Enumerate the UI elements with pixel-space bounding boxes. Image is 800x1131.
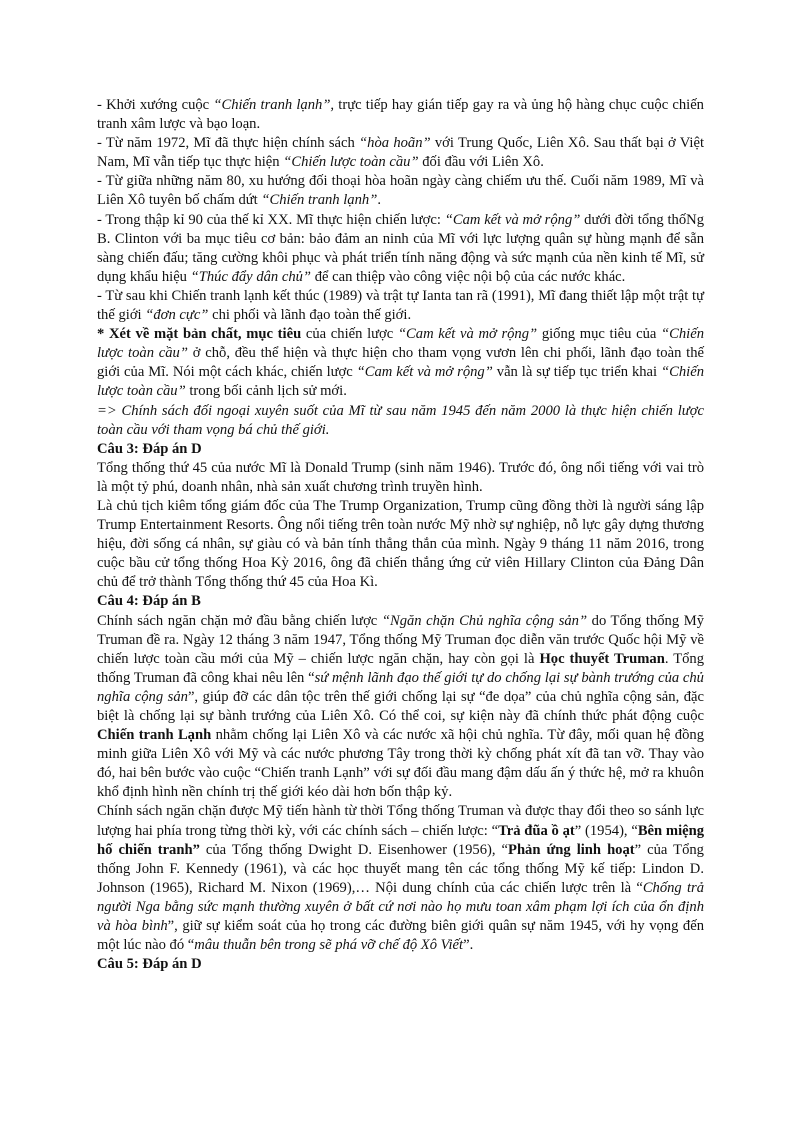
- italic-text: “Ngăn chặn Chủ nghĩa cộng sản”: [381, 612, 588, 629]
- text-run: .: [377, 192, 381, 209]
- text-run: ”.: [463, 937, 474, 954]
- text-paragraph: [97, 325, 704, 401]
- text-run: trong bối cảnh lịch sử mới.: [185, 383, 347, 400]
- text-paragraph: [97, 497, 704, 592]
- text-run: - Khởi xướng cuộc: [97, 97, 214, 113]
- question-heading: [97, 440, 704, 459]
- italic-text: “Cam kết và mở rộng”: [356, 364, 493, 381]
- text-run: để can thiệp vào công việc nội bộ của các nước khác.: [311, 268, 626, 285]
- question-heading: [97, 955, 704, 974]
- text-run: giống mục tiêu của: [537, 326, 662, 343]
- text-run: ở chỗ, đều thể hiện và thực hiện cho tham vọng vươn lên chi phối, lãnh đạo toàn thế giới của Mĩ. Nói một cách khác, chiến lược: [97, 345, 704, 381]
- bold-text: Chiến tranh Lạnh: [97, 727, 212, 744]
- text-run: nhằm chống lại Liên Xô và các nước xã hội chủ nghĩa. Từ đây, mối quan hệ đồng minh giữa Liên Xô với Mỹ và các nước phương Tây trong thời kỳ chống phát xít đã tan vỡ. Thay vào đó, hai bên bước vào cuộc “Chiến tranh Lạnh” với sự đối đầu mang đậm dấu ấn ý thức hệ, mở ra khuôn khổ định hình nền chính trị thế giới kéo dài hơn bốn thập kỷ.: [97, 727, 704, 801]
- italic-text: Chống trả người Nga bằng sức mạnh thường xuyên ở bất cứ nơi nào họ mưu toan xâm phạm lợi ích của ổn định và hòa bình: [97, 879, 704, 935]
- text-run: của Tổng thống Dwight D. Eisenhower (1956), “: [199, 841, 509, 858]
- question-heading: [97, 592, 704, 611]
- text-paragraph: [97, 459, 704, 497]
- text-paragraph: [97, 96, 704, 134]
- document-body: [97, 96, 704, 974]
- text-paragraph: [97, 211, 704, 287]
- text-paragraph: [97, 402, 704, 440]
- italic-text: sứ mệnh lãnh đạo thế giới tự do chống lại sự bành trướng của chủ nghĩa cộng sản: [97, 669, 704, 705]
- text-run: vẫn là sự tiếp tục triển khai: [492, 364, 662, 381]
- bold-text: * Xét về mặt bản chất, mục tiêu: [97, 326, 302, 343]
- italic-text: “Chiến lược toàn cầu”: [97, 364, 704, 400]
- italic-text: “Chiến lược toàn cầu”: [283, 154, 419, 171]
- bold-text: Học thuyết Truman: [539, 650, 665, 667]
- text-run: chi phối và lãnh đạo toàn thế giới.: [208, 307, 412, 324]
- text-run: - Từ năm 1972, Mĩ đã thực hiện chính sách: [97, 135, 360, 152]
- bold-text: Trả đũa ồ ạt: [498, 822, 575, 839]
- text-run: ”, giúp đỡ các dân tộc trên thế giới chống lại sự “đe dọa” của chủ nghĩa cộng sản, đặc biệt là chống lại sự bành trướng của Liên Xô. Có thể coi, sự kiện này đã chính thức phát động cuộc: [97, 688, 704, 724]
- text-paragraph: [97, 134, 704, 172]
- text-run: - Trong thập kỉ 90 của thế kỉ XX. Mĩ thực hiện chiến lược:: [97, 211, 445, 228]
- italic-text: “Chiến lược toàn cầu”: [97, 326, 705, 362]
- italic-text: “Chiến tranh lạnh”,: [213, 97, 335, 113]
- italic-text: “Chiến tranh lạnh”: [261, 192, 378, 209]
- italic-text: “hòa hoãn”: [359, 135, 431, 152]
- italic-text: “Thúc đẩy dân chủ”: [190, 268, 312, 285]
- text-run: dưới đời tổng thốNg B. Clinton với ba mục tiêu cơ bản: bảo đảm an ninh của Mĩ với lực lượng quân sự hùng mạnh để sẵn sàng chiến đấu; tăng cường khôi phục và phát triển tính năng động và sức mạnh của nền kinh tế Mĩ, sử dụng khẩu hiệu: [97, 211, 704, 285]
- text-run: với Trung Quốc, Liên Xô. Sau thất bại ở Việt Nam, Mĩ vẫn tiếp tục thực hiện: [97, 135, 705, 171]
- text-run: ”, giữ sự kiểm soát của họ trong các đường biên giới quân sự năm 1945, với hy vọng đến một lúc nào đó “: [97, 918, 704, 954]
- text-run: trực tiếp hay gián tiếp gay ra và ủng hộ hàng chục cuộc chiến tranh xâm lược và bạo loạn.: [97, 97, 704, 133]
- text-run: ” của Tổng thống John F. Kennedy (1961), và các học thuyết mang tên các tổng thống Mỹ kế tiếp: Lindon D. Johnson (1965), Richard M. Nixon (1969),… Nội dung chính của các chiến lược trên là “: [97, 841, 704, 896]
- bold-text: Câu 3: Đáp án D: [97, 440, 202, 457]
- bold-text: Câu 4: Đáp án B: [97, 593, 201, 610]
- text-run: Chính sách ngăn chặn mở đầu bằng chiến lược: [97, 612, 382, 629]
- text-paragraph: [97, 172, 704, 210]
- text-run: do Tổng thống Mỹ Truman đề ra. Ngày 12 tháng 3 năm 1947, Tổng thống Mỹ Truman đọc diễn văn trước Quốc hội Mỹ về chiến lược toàn cầu mới của Mỹ – chiến lược ngăn chặn, hay còn gọi là: [97, 612, 704, 667]
- text-run: Chính sách ngăn chặn được Mỹ tiến hành từ thời Tổng thống Truman và được thay đổi theo so sánh lực lượng hai phía trong từng thời kỳ, với các chính sách – chiến lược: “: [97, 803, 704, 839]
- text-run: . Tổng thống Truman đã công khai nêu lên “: [97, 650, 704, 686]
- bold-text: Phản ứng linh hoạt: [508, 841, 635, 858]
- text-run: đối đầu với Liên Xô.: [418, 154, 544, 171]
- italic-text: “đơn cực”: [145, 307, 209, 324]
- text-run: ” (1954), “: [574, 822, 638, 839]
- italic-text: => Chính sách đối ngoại xuyên suốt của Mĩ từ sau năm 1945 đến năm 2000 là thực hiện chiến lược toàn cầu với tham vọng bá chủ thế giới.: [97, 402, 704, 438]
- text-run: - Từ giữa những năm 80, xu hướng đối thoại hòa hoãn ngày càng chiếm ưu thế. Cuối năm 1989, Mĩ và Liên Xô tuyên bố chấm dứt: [97, 173, 704, 209]
- italic-text: “Cam kết và mở rộng”: [444, 211, 581, 228]
- italic-text: “Cam kết và mở rộng”: [397, 326, 538, 343]
- text-paragraph: [97, 802, 704, 955]
- text-run: của chiến lược: [301, 326, 398, 343]
- bold-text: Câu 5: Đáp án D: [97, 956, 202, 973]
- text-run: - Từ sau khi Chiến tranh lạnh kết thúc (1989) và trật tự Ianta tan rã (1991), Mĩ đang thiết lập một trật tự thế giới: [97, 287, 704, 324]
- text-paragraph: [97, 287, 704, 325]
- bold-text: Bên miệng hố chiến tranh”: [97, 822, 705, 858]
- text-run: Là chủ tịch kiêm tổng giám đốc của The Trump Organization, Trump cũng đồng thời là người sáng lập Trump Entertainment Resorts. Ông nổi tiếng trên toàn nước Mỹ nhờ sự nghiệp, nỗ lực gây dựng thương hiệu, đời sống cá nhân, sự giàu có và bản tính thẳng thắn của mình. Ngày 9 tháng 11 năm 2016, trong cuộc bầu cử tổng thống Hoa Kỳ 2016, ông đã chiến thắng ứng cử viên Hillary Clinton của Đảng Dân chủ để trở thành Tổng thống thứ 45 của Hoa Kì.: [97, 497, 704, 591]
- italic-text: mâu thuẫn bên trong sẽ phá vỡ chế độ Xô Viết: [194, 937, 464, 954]
- text-run: Tổng thống thứ 45 của nước Mĩ là Donald Trump (sinh năm 1946). Trước đó, ông nổi tiếng với vai trò là một tỷ phú, doanh nhân, nhà sản xuất chương trình truyền hình.: [97, 459, 704, 495]
- text-paragraph: [97, 612, 704, 803]
